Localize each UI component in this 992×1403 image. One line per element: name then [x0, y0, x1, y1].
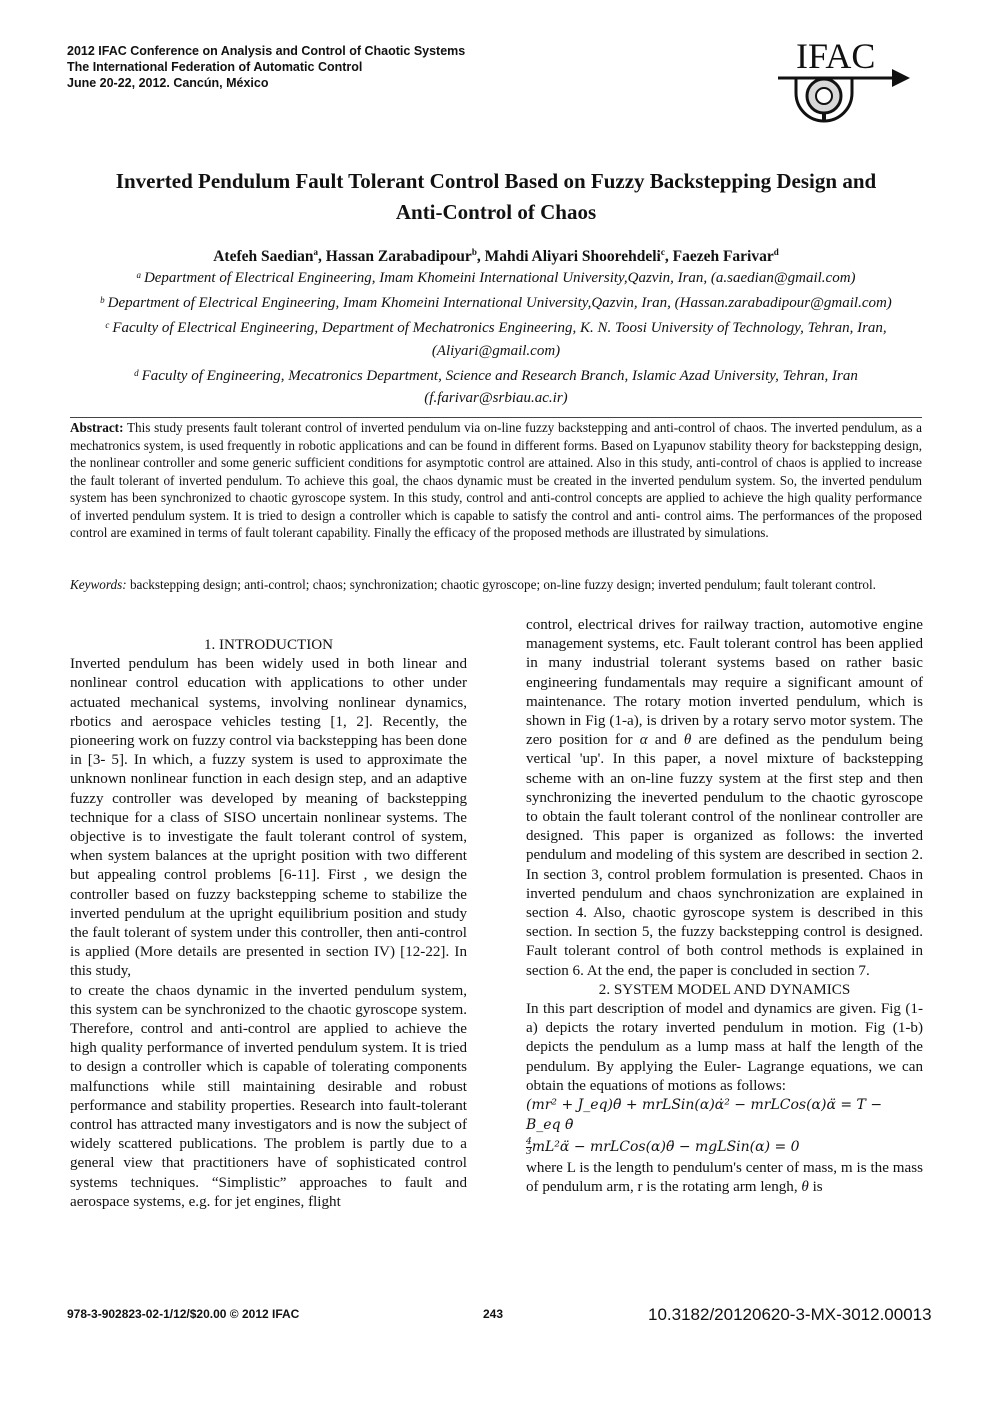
- footer-isbn: 978-3-902823-02-1/12/$20.00 © 2012 IFAC: [67, 1307, 300, 1321]
- ifac-logo-icon: [774, 38, 914, 128]
- conference-line-2: The International Federation of Automatic Control: [67, 60, 363, 74]
- paragraph: In this part description of model and dynamics are given. Fig (1-a) depicts the rotary inverted pendulum in motion. Fig (1-b) depicts the pendulum as a lump mass at half the length of the pendulum. By applying the Euler- Lagrange equations, we can obtain the equations of motions as follows:: [526, 1001, 923, 1094]
- author: Mahdi Aliyari Shoorehdeli$^c$,: [484, 247, 673, 266]
- keywords-label: Keywords:: [70, 577, 127, 592]
- abstract-text: This study presents fault tolerant control of inverted pendulum via on-line fuzzy backstepping and anti-control of chaos. The inverted pendulum, as a mechatronics system, is used frequently in robotic applications and can be found in different forms. Based on Lyapunov stability theory for backstepping design, the nonlinear controller and some generic sufficient conditions for asymptotic control are attained. Also in this study, anti-control of chaos is applied to increase the fault tolerant of inverted pendulum. To achieve this goal, the chaos dynamic must be created in the inverted pendulum system. So, the inverted pendulum system has been synchronized to chaotic gyroscope system. In this study, control and anti-control concepts are applied to achieve the high quality performance of inverted pendulum system. It is tried to design a controller which is capable to satisfy the control and anti- control aims. The performances of the proposed control are examined in terms of fault tolerant capability. Finally the efficacy of the proposed methods are illustrated by simulations.: [70, 420, 923, 540]
- keywords-text: backstepping design; anti-control; chaos; synchronization; chaotic gyroscope; on-line fuzzy design; inverted pendulum; fault tolerant control.: [129, 577, 876, 592]
- paragraph: control, electrical drives for railway traction, automotive engine management systems, etc. Fault tolerant control has been applied in many industrial tolerant systems based on rather basic engineering fundamentals may require a significant amount of maintenance. The rotary motion inverted pendulum, which is shown in Fig (1-a), is driven by a rotary servo motor system. The zero position for α and θ are defined as the pendulum being vertical 'up'. In this paper, a novel mixture of backstepping scheme with an on-line fuzzy system at the first step and then synchronizing the ineverted pendulum to the chaotic gyroscope to obtain the fault tolerant control of the nonlinear controller are designed. This paper is organized as follows: the inverted pendulum and modeling of this system are described in section 2. In section 3, control problem formulation is presented. Chaos in inverted pendulum and chaos synchronization are explained in section 4. Also, chaotic gyroscope system is described in this section. In section 5, the fuzzy backstepping control is designed. Fault tolerant control of both control methods is explained in section 6. At the end, the paper is concluded in section 7.: [526, 617, 923, 979]
- keywords: [70, 575, 922, 594]
- section-heading-system-model: 2. SYSTEM MODEL AND DYNAMICS: [598, 981, 851, 998]
- footer-doi: 10.3182/20120620-3-MX-3012.00013: [648, 1305, 932, 1324]
- footer-page-number: 243: [483, 1307, 504, 1321]
- body-column-left: [70, 636, 467, 1212]
- conference-header: [67, 43, 465, 91]
- paragraph: to create the chaos dynamic in the inverted pendulum system, this system can be synchronized to the chaotic gyroscope system. Therefore, control and anti-control are applied to achieve the high quality performance of inverted pendulum system. It is tried to design a controller which is capable of tolerating components malfunctions while still maintaining desirable and robust performance and stability properties. Research into fault-tolerant control has attracted many investigators and is now the subject of widely scattered publications. The problem is partly due to a general view that practitioners have of sophisticated control systems techniques. “Simplistic” approaches to fault and aerospace systems, e.g. for jet engines, flight: [70, 982, 467, 1210]
- author: Atefeh Saedian$^a$,: [213, 247, 326, 266]
- paper-title: [60, 166, 932, 228]
- body-column-right: [526, 616, 923, 1197]
- fraction: $\frac{4}{3}$: [526, 1136, 532, 1157]
- author: Faezeh Farivar$^d$: [672, 247, 779, 266]
- equation-1-line-2: B_eq θ̇: [526, 1116, 574, 1133]
- affiliation: $^c$ Faculty of Electrical Engineering, Department of Mechatronics Engineering, K. N. Toosi University of Technology, Tehran, Iran, (Aliyari@gmail.com): [105, 320, 887, 359]
- affiliation: $^a$ Department of Electrical Engineering, Imam Khomeini International University,Qazvin, Iran, (a.saedian@gmail.com): [136, 270, 856, 286]
- equation-2: $\frac{4}{3}$ mL²α̈ − mrLCos(α)θ̈ − mgLSin(α) = 0: [526, 1136, 800, 1157]
- abstract: [70, 419, 922, 542]
- alpha-symbol: α: [639, 732, 648, 749]
- author: Hassan Zarabadipour$^b$,: [325, 247, 485, 266]
- abstract-divider: [70, 417, 922, 418]
- paragraph: Inverted pendulum has been widely used in both linear and nonlinear control education with applications to other under actuated mechanical systems, involving nonlinear dynamics, rbotics and aerospace vehicles testing [1, 2]. Recently, the pioneering work on fuzzy control via backstepping has been done in [3- 5]. In which, a fuzzy system is used to approximate the unknown nonlinear function in each design step, and an adaptive fuzzy controller was developed by meaning of backstepping technique for a class of SISO uncertain nonlinear systems. The objective is to investigate the fault tolerant control of system, when system balances at the upright position with two different but appealing control problems [6-11]. First , we design the controller based on fuzzy backstepping scheme to stabilize the inverted pendulum at the upright equilibrium position and study the fault tolerant of system under this controller, then anti-control is applied (More details are presented in section IV) [12-22]. In this study,: [70, 656, 467, 980]
- affiliation: $^b$ Department of Electrical Engineering, Imam Khomeini International University,Qazvin, Iran, (Hassan.zarabadipour@gmail.com): [100, 295, 892, 312]
- theta-symbol: θ: [683, 732, 692, 749]
- equation-1-line-1: (mr² + J_eq)θ̈ + mrLSin(α)α̇² − mrLCos(α)α̈ = T −: [526, 1097, 883, 1114]
- paper-title-line-1: Inverted Pendulum Fault Tolerant Control Based on Fuzzy Backstepping Design and: [115, 169, 877, 193]
- paper-title-line-2: Anti-Control of Chaos: [395, 200, 597, 224]
- affiliation: $^d$ Faculty of Engineering, Mecatronics Department, Science and Research Branch, Islamic Azad University, Tehran, Iran (f.farivar@srbiau.ac.ir): [134, 367, 858, 407]
- section-heading-introduction: 1. INTRODUCTION: [203, 637, 334, 653]
- abstract-label: Abstract:: [70, 420, 124, 435]
- affiliations: [70, 264, 922, 409]
- paragraph: where L is the length to pendulum's center of mass, m is the mass of pendulum arm, r is the rotating arm lengh, θ is: [526, 1160, 923, 1196]
- ifac-logo-text: IFAC: [796, 38, 876, 76]
- conference-line-3: June 20-22, 2012. Cancún, México: [67, 76, 269, 90]
- theta-symbol: θ: [801, 1179, 809, 1196]
- ifac-logo: [774, 38, 914, 128]
- conference-line-1: 2012 IFAC Conference on Analysis and Control of Chaotic Systems: [67, 44, 466, 58]
